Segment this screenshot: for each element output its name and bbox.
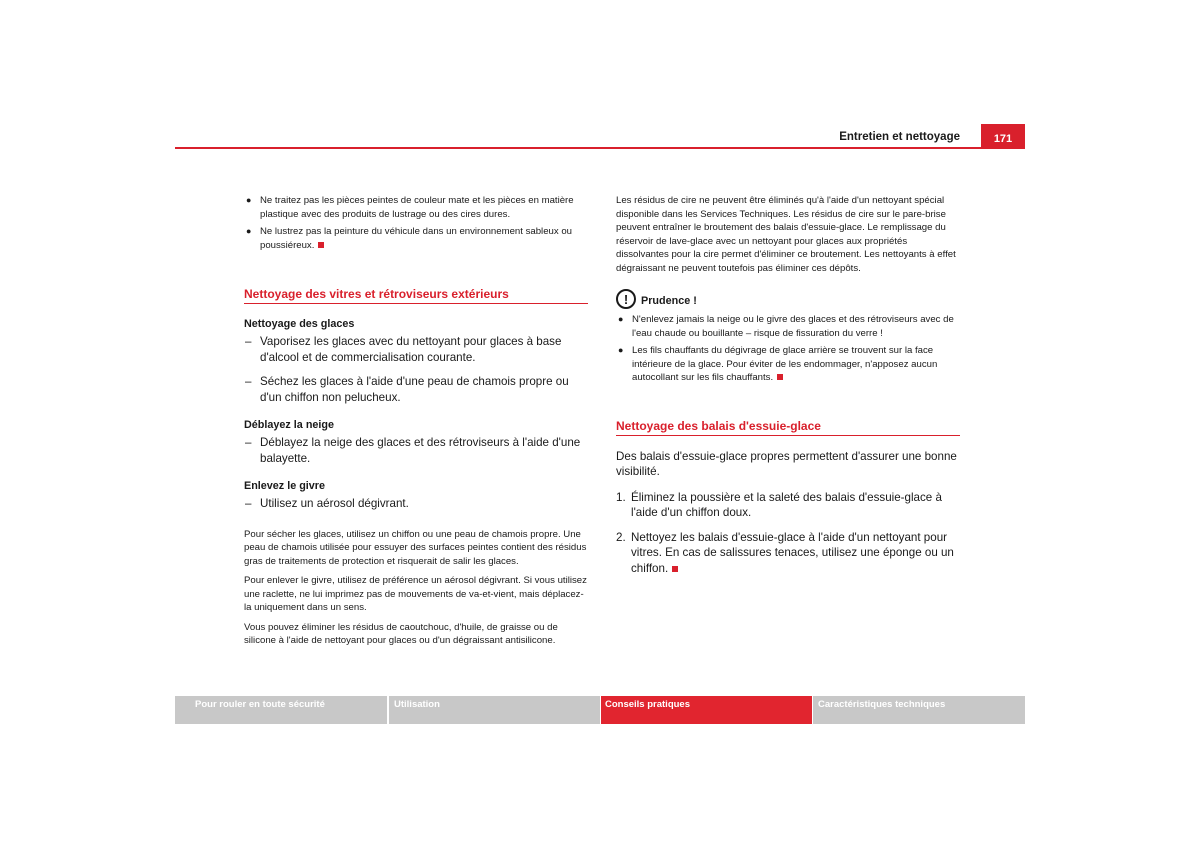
bullet-icon: ●	[246, 195, 252, 205]
page-number: 171	[981, 124, 1025, 148]
footer-tab-conseils[interactable]: Conseils pratiques	[601, 696, 812, 724]
step-number: 1.	[616, 490, 626, 504]
step-number: 2.	[616, 530, 626, 544]
subheading-glaces: Nettoyage des glaces	[244, 318, 355, 330]
dash-icon: –	[245, 335, 252, 348]
prudence-label: Prudence !	[641, 295, 697, 307]
subheading-neige: Déblayez la neige	[244, 419, 335, 431]
intro-bullet: ● Ne lustrez pas la peinture du véhicule dans un environnement sableux ou poussiéreux.	[246, 226, 572, 251]
bullet-icon: ●	[246, 226, 252, 236]
dash-item: – Vaporisez les glaces avec du nettoyant pour glaces à base d'alcool et de commercialisation courante.	[245, 335, 562, 364]
prudence-bullet: ● Les fils chauffants du dégivrage de glace arrière se trouvent sur la face intérieure de la glace. Pour éviter de les endommager, n'apposez aucun autocollant sur les fils chauffants.	[618, 345, 938, 383]
section-title-essuie-glace: Nettoyage des balais d'essuie-glace	[616, 419, 960, 436]
note-paragraph: Vous pouvez éliminer les résidus de caoutchouc, d'huile, de graisse ou de silicone à l'aide de nettoyant pour glaces ou d'un dégraissant antisilicone.	[244, 621, 558, 646]
note-paragraph: Pour enlever le givre, utilisez de préférence un aérosol dégivrant. Si vous utilisez une raclette, ne lui imprimez pas de mouvements de va-et-vient, mais déplacez-la uniquement dans un sens.	[244, 575, 587, 613]
warning-icon: !	[616, 289, 636, 309]
dash-icon: –	[245, 497, 252, 510]
lead-paragraph: Des balais d'essuie-glace propres permettent d'assurer une bonne visibilité.	[616, 449, 957, 478]
intro-bullet: ● Ne traitez pas les pièces peintes de couleur mate et les pièces en matière plastique avec des produits de lustrage ou des cires dures.	[246, 195, 574, 220]
end-of-section-icon	[318, 242, 324, 248]
step-item: 1. Éliminez la poussière et la saleté des balais d'essuie-glace à l'aide d'un chiffon doux.	[616, 490, 942, 519]
header-rule	[175, 147, 1025, 149]
prudence-bullet: ● N'enlevez jamais la neige ou le givre des glaces et des rétroviseurs avec de l'eau chaude ou bouillante – risque de fissuration du verre !	[618, 314, 954, 339]
dash-item: – Utilisez un aérosol dégivrant.	[245, 497, 409, 510]
subheading-givre: Enlevez le givre	[244, 480, 326, 492]
right-column	[616, 194, 960, 585]
section-title-vitres: Nettoyage des vitres et rétroviseurs extérieurs	[244, 287, 588, 304]
note-paragraph: Pour sécher les glaces, utilisez un chiffon ou une peau de chamois propre. Une peau de chamois utilisée pour essuyer des surfaces peintes contient des résidus gras de traitements de protection et risquerait de salir les glaces.	[244, 528, 587, 567]
footer-tab-securite[interactable]: Pour rouler en toute sécurité	[175, 696, 387, 724]
dash-item: – Déblayez la neige des glaces et des rétroviseurs à l'aide d'une balayette.	[245, 436, 581, 465]
step-item: 2. Nettoyez les balais d'essuie-glace à l'aide d'un nettoyant pour vitres. En cas de salissures tenaces, utilisez une éponge ou un chiffon.	[616, 530, 954, 575]
left-column	[244, 194, 588, 648]
end-of-section-icon	[777, 374, 783, 380]
bullet-icon: ●	[618, 314, 624, 324]
dash-icon: –	[245, 436, 252, 449]
wax-residue-paragraph: Les résidus de cire ne peuvent être éliminés qu'à l'aide d'un nettoyant spécial disponible dans les Services Techniques. Les résidus de cire sur le pare-brise peuvent entraîner le broutement des balais d'essuie-glace. Le remplissage du réservoir de lave-glace avec un nettoyant pour glaces aux propriétés dissolvantes pour la cire permet d'éliminer ce broutement. Les nettoyants à effet dégraissant ne peuvent toutefois pas éliminer ces dépôts.	[616, 195, 956, 274]
prudence-box	[616, 289, 960, 385]
bullet-icon: ●	[618, 345, 624, 355]
dash-icon: –	[245, 375, 252, 388]
header-title: Entretien et nettoyage	[839, 131, 960, 143]
footer-tab-utilisation[interactable]: Utilisation	[389, 696, 600, 724]
footer-tab-caracteristiques[interactable]: Caractéristiques techniques	[813, 696, 1025, 724]
end-of-section-icon	[672, 566, 678, 572]
dash-item: – Séchez les glaces à l'aide d'une peau de chamois propre ou d'un chiffon non pelucheux.	[245, 375, 569, 404]
